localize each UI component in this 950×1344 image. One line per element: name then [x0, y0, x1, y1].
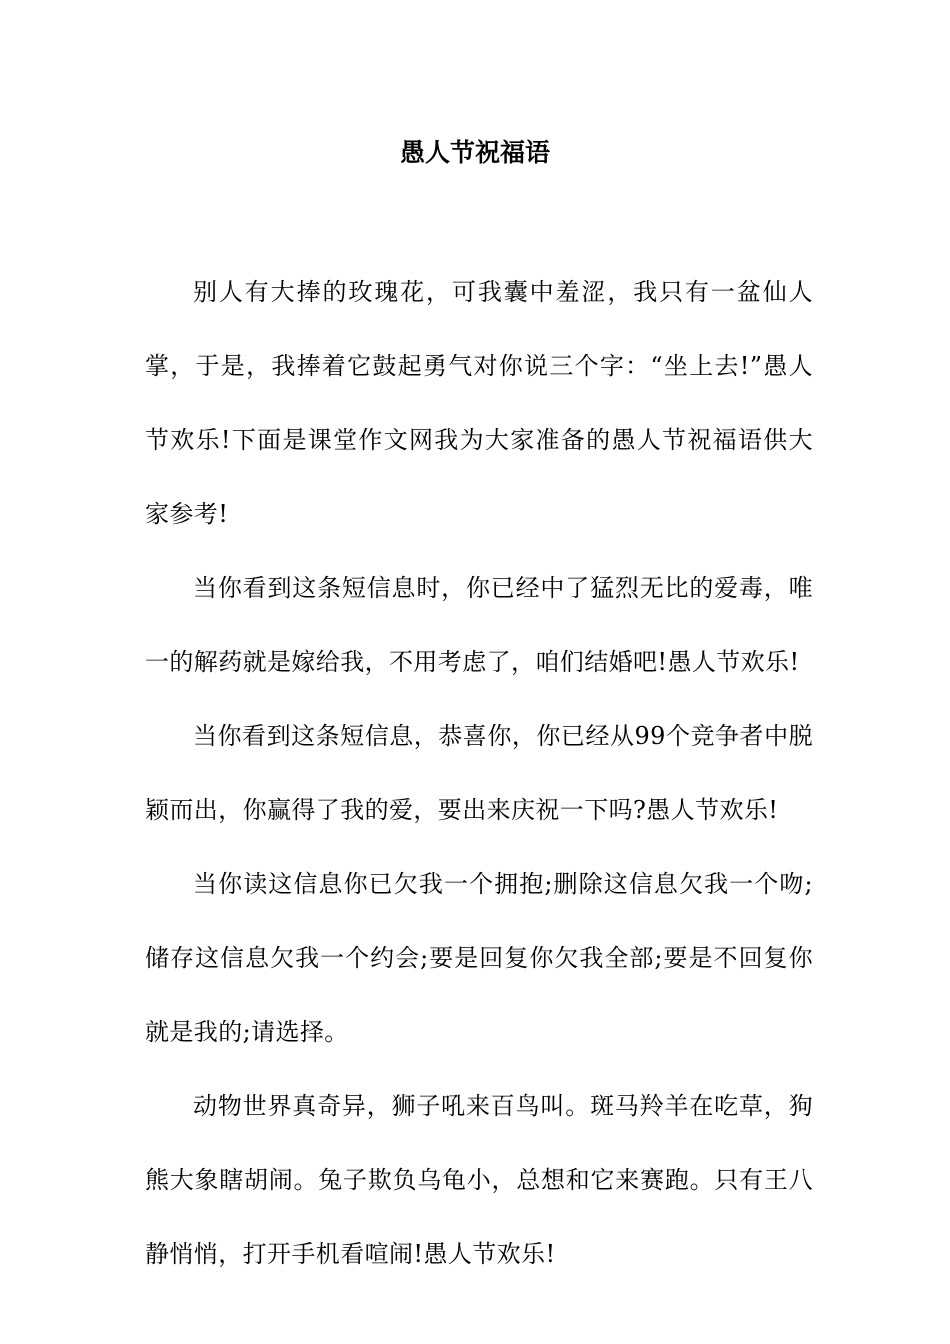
paragraph-competition: 当你看到这条短信息，恭喜你，你已经从99个竞争者中脱颖而出，你赢得了我的爱，要出来庆祝一下吗?愚人节欢乐! [145, 722, 813, 824]
paragraph-love-poison: 当你看到这条短信息时，你已经中了猛烈无比的爱毒，唯一的解药就是嫁给我，不用考虑了，咱们结婚吧!愚人节欢乐! [145, 574, 813, 676]
paragraph-intro: 别人有大捧的玫瑰花，可我囊中羞涩，我只有一盆仙人掌，于是，我捧着它鼓起勇气对你说三个字：“坐上去!”愚人节欢乐!下面是课堂作文网我为大家准备的愚人节祝福语供大家参考! [145, 278, 813, 528]
document-body [145, 255, 813, 1291]
document-title: 愚人节祝福语 [399, 138, 550, 167]
paragraph-message-choice: 当你读这信息你已欠我一个拥抱;删除这信息欠我一个吻;储存这信息欠我一个约会;要是回复你欠我全部;要是不回复你就是我的;请选择。 [145, 870, 813, 1046]
paragraph-animal-world: 动物世界真奇异，狮子吼来百鸟叫。斑马羚羊在吃草，狗熊大象瞎胡闹。兔子欺负乌龟小，总想和它来赛跑。只有王八静悄悄，打开手机看喧闹!愚人节欢乐! [145, 1092, 813, 1268]
